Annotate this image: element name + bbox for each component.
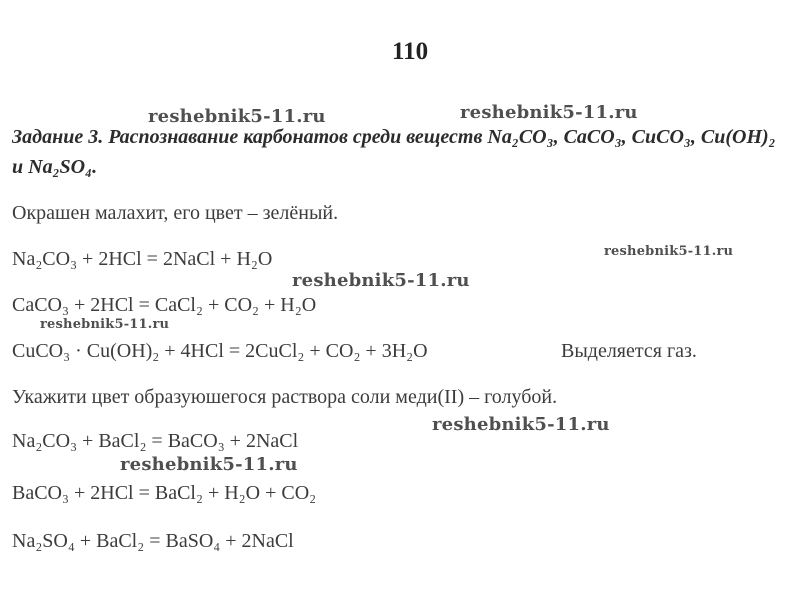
watermark-7: reshebnik5-11.ru — [120, 454, 298, 475]
page-number: 110 — [392, 38, 429, 65]
equation-1: Na₂CO₃ + 2HCl = 2NaCl + H₂O — [12, 248, 273, 270]
watermark-3: reshebnik5-11.ru — [604, 244, 734, 259]
gas-note: Выделяется газ. — [561, 340, 697, 362]
task-heading: Задание 3. Распознавание карбонатов среди веществ Na₂CO₃, CaCO₃, CuCO₃, Cu(OH)₂ и Na₂SO₄. — [12, 126, 776, 178]
equation-5: BaCO₃ + 2HCl = BaCl₂ + H₂O + CO₂ — [12, 482, 317, 504]
watermark-2: reshebnik5-11.ru — [460, 102, 638, 123]
equation-6: Na₂SO₄ + BaCl₂ = BaSO₄ + 2NaCl — [12, 530, 294, 552]
observation-text: Окрашен малахит, его цвет – зелёный. — [12, 202, 339, 224]
equation-2: CaCO₃ + 2HCl = CaCl₂ + CO₂ + H₂O — [12, 294, 317, 316]
equation-4: Na₂CO₃ + BaCl₂ = BaCO₃ + 2NaCl — [12, 430, 299, 452]
instruction-text: Укажити цвет образуюшегося раствора соли меди(II) – голубой. — [12, 386, 558, 408]
watermark-6: reshebnik5-11.ru — [432, 414, 610, 435]
watermark-4: reshebnik5-11.ru — [292, 270, 470, 291]
watermark-1: reshebnik5-11.ru — [148, 106, 326, 127]
watermark-5: reshebnik5-11.ru — [40, 317, 170, 332]
equation-3: CuCO₃ · Cu(OH)₂ + 4HCl = 2CuCl₂ + CO₂ + 3H₂O — [12, 340, 428, 362]
